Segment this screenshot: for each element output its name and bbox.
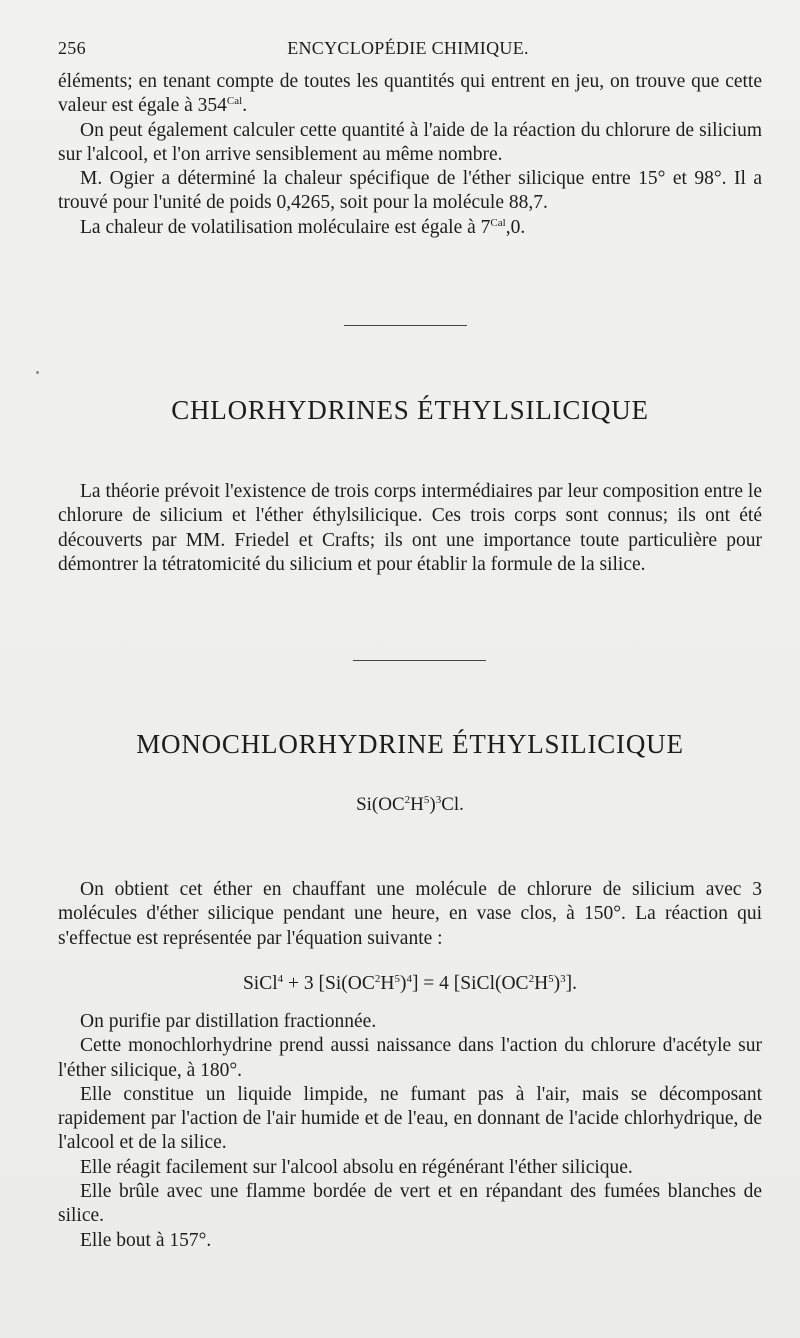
superscript-unit: Cal: [490, 216, 506, 229]
chemical-equation: [58, 972, 762, 996]
equation-part: ): [399, 973, 407, 994]
equation-part: H: [380, 973, 395, 994]
paragraph-text: éléments; en tenant compte de toutes les quantités qui entrent en jeu, on trouve que cette valeur est égale à 354: [58, 71, 762, 117]
equation-superscript: 4: [277, 973, 284, 985]
paragraph-properties: Elle constitue un liquide limpide, ne fumant pas à l'air, mais se décomposant rapidement par l'action de l'air humide et de l'eau, en donnant de l'acide chlorhydrique, de l'alcool et de la silice.: [58, 1083, 762, 1154]
paragraph-reaction: Elle réagit facilement sur l'alcool absolu en régénérant l'éther silicique.: [80, 1156, 633, 1178]
paragraph-text: .: [242, 95, 248, 117]
section-title-monochlorhydrine: MONOCHLORHYDRINE ÉTHYLSILICIQUE: [136, 729, 684, 759]
running-title: ENCYCLOPÉDIE CHIMIQUE.: [287, 38, 529, 58]
section-two-intro-block: [58, 878, 762, 951]
top-text-block: [58, 70, 762, 240]
formula-superscript: 5: [423, 794, 430, 806]
equation-part: SiCl: [242, 973, 278, 994]
paragraph-formation: Cette monochlorhydrine prend aussi naissance dans l'action du chlorure d'acétyle sur l'éther silicique, à 180°.: [58, 1035, 762, 1081]
chemical-formula: [58, 793, 762, 817]
paragraph-boiling-point: Elle bout à 157°.: [80, 1229, 212, 1251]
paragraph-text: ,0.: [505, 216, 526, 238]
section-divider: [353, 660, 486, 661]
paragraph-volatilization: [58, 216, 762, 240]
paragraph-continuation: [58, 70, 762, 119]
equation-part: ].: [565, 973, 578, 994]
formula-part: ): [429, 794, 436, 815]
page-number: 256: [58, 38, 86, 58]
formula-superscript: 2: [404, 794, 411, 806]
paragraph-calculation: On peut également calculer cette quantité à l'aide de la réaction du chlorure de silicium sur l'alcool, et l'on arrive sensiblement au même nombre.: [58, 119, 762, 165]
formula-part: Cl.: [441, 794, 464, 815]
paragraph-theory: La théorie prévoit l'existence de trois corps intermédiaires par leur composition entre le chlorure de silicium et l'éther éthylsilicique. Ces trois corps sont connus; ils ont été découverts par MM. Friedel et Crafts; ils ont une importance toute particulière pour démontrer la tétratomicité du silicium et pour établir la formule de la silice.: [58, 481, 762, 575]
section-divider: [344, 325, 467, 326]
paragraph-text: La chaleur de volatilisation moléculaire est égale à 7: [80, 216, 491, 238]
formula-part: Si(OC: [356, 794, 405, 815]
equation-part: H: [534, 973, 549, 994]
paper-speck: [36, 371, 39, 374]
equation-part: ): [553, 973, 561, 994]
superscript-unit: Cal: [226, 95, 243, 108]
paragraph-combustion: Elle brûle avec une flamme bordée de vert et en répandant des fumées blanches de silice.: [58, 1181, 762, 1227]
equation-superscript: 2: [374, 973, 381, 985]
running-header: [58, 38, 758, 62]
equation-superscript: 4: [406, 973, 412, 985]
equation-superscript: 3: [560, 973, 566, 985]
equation-superscript: 2: [528, 973, 535, 985]
equation-superscript: 5: [394, 973, 400, 985]
equation-part: ] = 4 [SiCl(OC: [411, 973, 529, 994]
equation-part: + 3 [Si(OC: [283, 973, 375, 994]
paragraph-purification: On purifie par distillation fractionnée.: [80, 1011, 377, 1032]
paragraph-preparation: On obtient cet éther en chauffant une molécule de chlorure de silicium avec 3 molécules d'éther silicique pendant une heure, en vase clos, à 150°. La réaction qui s'effectue est représentée par l'équation suivante :: [58, 879, 762, 949]
section-one-text-block: [58, 480, 762, 577]
equation-superscript: 5: [548, 973, 554, 985]
section-title-chlorhydrines: CHLORHYDRINES ÉTHYLSILICIQUE: [171, 395, 649, 425]
formula-superscript: 3: [435, 794, 442, 806]
section-two-details-block: [58, 1010, 762, 1253]
paragraph-specific-heat: M. Ogier a déterminé la chaleur spécifique de l'éther silicique entre 15° et 98°. Il a trouvé pour l'unité de poids 0,4265, soit pour la molécule 88,7.: [58, 168, 762, 214]
formula-part: H: [410, 794, 424, 815]
